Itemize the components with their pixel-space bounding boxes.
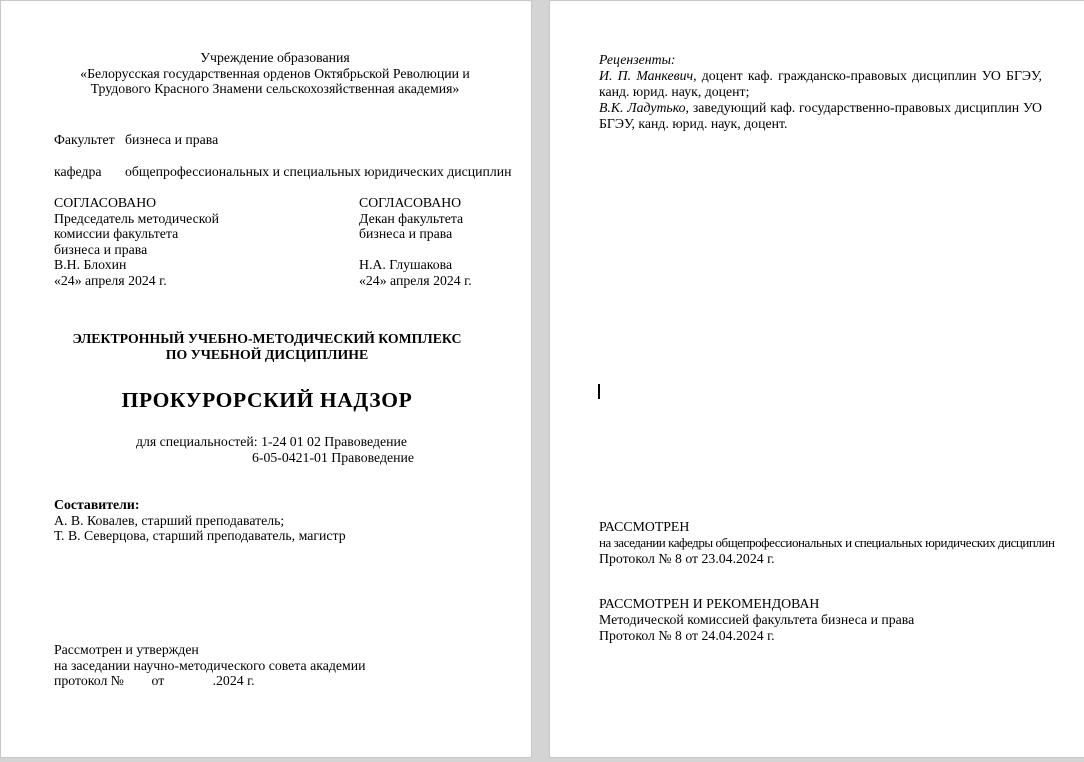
discipline-title: ПРОКУРОРСКИЙ НАДЗОР bbox=[121, 388, 413, 412]
approval-right-title: СОГЛАСОВАНО bbox=[359, 195, 462, 210]
approved-line-1: Рассмотрен и утвержден bbox=[54, 642, 199, 657]
reviewer-2-details: заведующий каф. государственно-правовых дисциплин УО БГЭУ, канд. юрид. наук, доцент. bbox=[599, 99, 1043, 131]
approval-block-left bbox=[54, 195, 314, 289]
approval-right-name: Н.А. Глушакова bbox=[359, 257, 453, 273]
approval-left-line: бизнеса и права bbox=[54, 241, 148, 257]
considered-1-title: РАССМОТРЕН bbox=[599, 519, 690, 534]
institution-line-2: «Белорусская государственная орденов Октябрьской Революции и bbox=[80, 65, 470, 81]
department-value: общепрофессиональных и специальных юридических дисциплин bbox=[125, 164, 512, 179]
considered-1-line: на заседании кафедры общепрофессиональных и специальных юридических дисциплин bbox=[599, 535, 1055, 550]
approved-block bbox=[54, 642, 496, 689]
considered-1-protocol: Протокол № 8 от 23.04.2024 г. bbox=[599, 551, 775, 566]
document-page-1[interactable] bbox=[0, 0, 532, 758]
approval-right-line: бизнеса и права bbox=[359, 226, 453, 242]
specialty-code-2: 6-05-0421-01 Правоведение bbox=[251, 449, 415, 465]
institution-line-1: Учреждение образования bbox=[200, 50, 350, 65]
specialties-prefix: для специальностей: bbox=[135, 434, 262, 449]
institution-header bbox=[54, 50, 496, 97]
approval-left-line: комиссии факультета bbox=[54, 226, 179, 242]
faculty-value: бизнеса и права bbox=[125, 132, 219, 147]
approval-right-spacer bbox=[359, 242, 519, 258]
considered-block-1 bbox=[599, 519, 1069, 567]
department-row bbox=[54, 164, 512, 180]
reviewer-1 bbox=[599, 68, 1042, 100]
considered-2-line: Методической комиссией факультета бизнеса и права bbox=[599, 612, 915, 627]
department-label: кафедра bbox=[54, 164, 102, 179]
considered-block-2 bbox=[599, 596, 1069, 644]
compiler-2: Т. В. Северцова, старший преподаватель, магистр bbox=[54, 528, 346, 544]
approved-line-2: на заседании научно-методического совета академии bbox=[54, 657, 366, 673]
specialty-line-1 bbox=[136, 434, 414, 450]
approval-block-right bbox=[359, 195, 519, 289]
reviewers-block bbox=[599, 52, 1042, 132]
reviewer-2-name: В.К. Ладутько, bbox=[599, 99, 689, 115]
text-cursor bbox=[598, 384, 600, 399]
reviewer-1-name: И. П. Манкевич, bbox=[599, 67, 697, 83]
emc-title-line-2: ПО УЧЕБНОЙ ДИСЦИПЛИНЕ bbox=[165, 346, 369, 362]
faculty-label: Факультет bbox=[54, 132, 115, 147]
approval-right-line: Декан факультета bbox=[359, 210, 464, 226]
compiler-1: А. В. Ковалев, старший преподаватель; bbox=[54, 512, 285, 528]
document-page-2[interactable] bbox=[549, 0, 1084, 758]
faculty-row bbox=[54, 132, 496, 148]
institution-line-3: Трудового Красного Знамени сельскохозяйственная академия» bbox=[90, 81, 460, 97]
reviewers-heading: Рецензенты: bbox=[599, 52, 676, 67]
approval-left-title: СОГЛАСОВАНО bbox=[54, 195, 157, 210]
approval-left-date: «24» апреля 2024 г. bbox=[54, 272, 167, 288]
approved-protocol-line: протокол № от .2024 г. bbox=[54, 673, 255, 689]
considered-2-protocol: Протокол № 8 от 24.04.2024 г. bbox=[599, 628, 775, 643]
approval-left-name: В.Н. Блохин bbox=[54, 257, 127, 273]
compilers-block bbox=[54, 497, 496, 544]
considered-2-title: РАССМОТРЕН И РЕКОМЕНДОВАН bbox=[599, 596, 820, 611]
approval-right-date: «24» апреля 2024 г. bbox=[359, 272, 472, 288]
emc-title-line-1: ЭЛЕКТРОННЫЙ УЧЕБНО-МЕТОДИЧЕСКИЙ КОМПЛЕКС bbox=[72, 331, 462, 346]
compilers-heading: Составители: bbox=[54, 497, 140, 512]
specialties-block bbox=[54, 434, 496, 465]
reviewer-2 bbox=[599, 100, 1042, 132]
reviewer-1-details: доцент каф. гражданско-правовых дисциплин УО БГЭУ, канд. юрид. наук, доцент; bbox=[599, 67, 1043, 99]
approval-left-line: Председатель методической bbox=[54, 210, 220, 226]
specialty-code-1: 1-24 01 02 Правоведение bbox=[261, 434, 408, 449]
emc-title bbox=[41, 331, 493, 362]
